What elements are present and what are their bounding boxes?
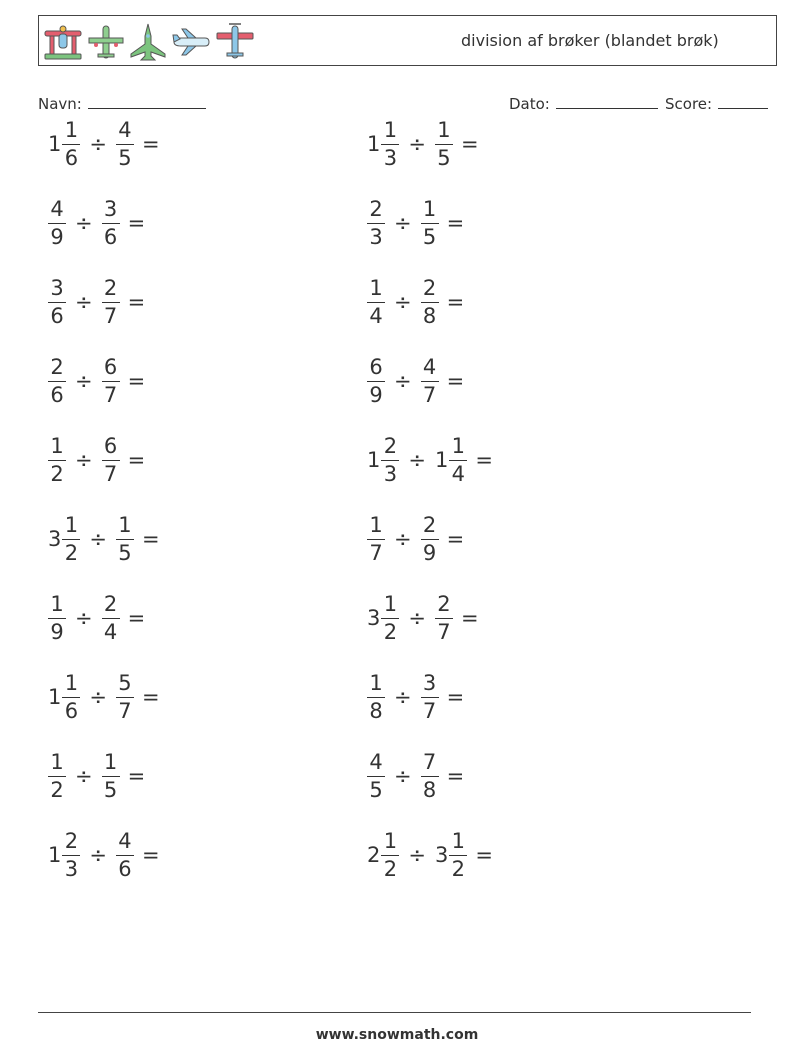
denominator: 5 bbox=[118, 145, 132, 170]
fraction bbox=[48, 196, 66, 249]
denominator: 5 bbox=[437, 145, 451, 170]
footer-url: www.snowmath.com bbox=[315, 1027, 479, 1043]
fraction bbox=[381, 828, 399, 881]
fraction bbox=[102, 275, 120, 328]
whole-number: 2 bbox=[367, 843, 381, 867]
equals-sign: = bbox=[446, 211, 465, 235]
problem bbox=[367, 114, 479, 174]
equals-sign: = bbox=[475, 448, 493, 472]
numerator: 3 bbox=[102, 199, 120, 224]
denominator: 5 bbox=[369, 777, 383, 802]
equals-sign: = bbox=[127, 606, 146, 630]
numerator: 3 bbox=[48, 278, 66, 303]
denominator: 6 bbox=[50, 382, 64, 407]
problem bbox=[48, 746, 145, 806]
fraction bbox=[116, 117, 134, 170]
fraction bbox=[449, 433, 467, 486]
numerator: 6 bbox=[367, 357, 385, 382]
fraction bbox=[102, 354, 120, 407]
numerator: 2 bbox=[381, 436, 399, 461]
fraction bbox=[367, 512, 385, 565]
numerator: 1 bbox=[62, 515, 80, 540]
denominator: 2 bbox=[50, 461, 64, 486]
airliner-icon bbox=[171, 22, 211, 62]
problem bbox=[48, 430, 145, 490]
numerator: 6 bbox=[102, 357, 120, 382]
denominator: 9 bbox=[50, 619, 64, 644]
footer-divider bbox=[38, 1012, 751, 1013]
problem bbox=[48, 509, 160, 569]
denominator: 7 bbox=[103, 461, 118, 486]
divide-sign: ÷ bbox=[89, 132, 107, 156]
whole-number: 1 bbox=[367, 448, 381, 472]
whole-number: 1 bbox=[48, 685, 62, 709]
equals-sign: = bbox=[127, 290, 146, 314]
divide-sign: ÷ bbox=[394, 527, 412, 551]
whole-number: 1 bbox=[367, 132, 381, 156]
numerator: 1 bbox=[421, 199, 439, 224]
numerator: 4 bbox=[367, 752, 385, 777]
denominator: 3 bbox=[383, 461, 398, 486]
equals-sign: = bbox=[127, 369, 146, 393]
fraction bbox=[421, 512, 439, 565]
numerator: 1 bbox=[367, 278, 385, 303]
divide-sign: ÷ bbox=[75, 290, 93, 314]
equals-sign: = bbox=[446, 764, 465, 788]
numerator: 1 bbox=[48, 752, 66, 777]
divide-sign: ÷ bbox=[394, 369, 412, 393]
numerator: 1 bbox=[381, 831, 399, 856]
fraction bbox=[48, 749, 66, 802]
divide-sign: ÷ bbox=[394, 764, 412, 788]
equals-sign: = bbox=[446, 369, 465, 393]
problem bbox=[48, 667, 160, 727]
numerator: 1 bbox=[62, 120, 80, 145]
score-field bbox=[665, 92, 768, 114]
problem bbox=[367, 509, 464, 569]
numerator: 1 bbox=[367, 515, 385, 540]
divide-sign: ÷ bbox=[394, 685, 412, 709]
fraction bbox=[367, 275, 385, 328]
name-field bbox=[38, 92, 206, 114]
denominator: 4 bbox=[369, 303, 383, 328]
numerator: 1 bbox=[62, 673, 80, 698]
denominator: 4 bbox=[103, 619, 118, 644]
divide-sign: ÷ bbox=[408, 606, 426, 630]
numerator: 3 bbox=[421, 673, 439, 698]
problem bbox=[367, 430, 493, 490]
divide-sign: ÷ bbox=[89, 843, 107, 867]
divide-sign: ÷ bbox=[408, 132, 426, 156]
equals-sign: = bbox=[127, 211, 146, 235]
numerator: 4 bbox=[116, 120, 134, 145]
numerator: 2 bbox=[435, 594, 453, 619]
biplane-icon bbox=[43, 22, 83, 62]
divide-sign: ÷ bbox=[394, 211, 412, 235]
numerator: 1 bbox=[449, 831, 467, 856]
equals-sign: = bbox=[127, 764, 146, 788]
divide-sign: ÷ bbox=[408, 448, 426, 472]
equals-sign: = bbox=[460, 132, 479, 156]
equals-sign: = bbox=[475, 843, 493, 867]
problem bbox=[48, 825, 160, 885]
numerator: 1 bbox=[381, 594, 399, 619]
date-blank[interactable] bbox=[556, 92, 658, 109]
divide-sign: ÷ bbox=[394, 290, 412, 314]
equals-sign: = bbox=[141, 132, 160, 156]
numerator: 4 bbox=[48, 199, 66, 224]
equals-sign: = bbox=[141, 843, 160, 867]
fraction bbox=[62, 670, 80, 723]
problem bbox=[367, 351, 464, 411]
fraction bbox=[48, 433, 66, 486]
fraction bbox=[381, 117, 399, 170]
fraction bbox=[421, 354, 439, 407]
numerator: 4 bbox=[116, 831, 134, 856]
denominator: 9 bbox=[422, 540, 437, 565]
divide-sign: ÷ bbox=[75, 369, 93, 393]
fraction bbox=[449, 828, 467, 881]
fraction bbox=[435, 117, 453, 170]
numerator: 1 bbox=[48, 594, 66, 619]
fraction bbox=[116, 828, 134, 881]
fraction bbox=[62, 117, 80, 170]
denominator: 2 bbox=[50, 777, 64, 802]
denominator: 6 bbox=[64, 698, 79, 723]
fraction bbox=[421, 275, 439, 328]
name-label: Navn: bbox=[38, 95, 82, 113]
denominator: 7 bbox=[437, 619, 451, 644]
fraction bbox=[102, 591, 120, 644]
numerator: 4 bbox=[421, 357, 439, 382]
fraction bbox=[421, 196, 439, 249]
denominator: 6 bbox=[118, 856, 132, 881]
denominator: 2 bbox=[64, 540, 79, 565]
denominator: 7 bbox=[422, 382, 437, 407]
worksheet-title: division af brøker (blandet brøk) bbox=[461, 31, 719, 50]
worksheet-header bbox=[38, 15, 777, 66]
fraction bbox=[102, 433, 120, 486]
problem bbox=[367, 825, 493, 885]
denominator: 7 bbox=[422, 698, 437, 723]
problem bbox=[367, 588, 479, 648]
denominator: 3 bbox=[383, 145, 398, 170]
whole-number: 3 bbox=[48, 527, 62, 551]
numerator: 2 bbox=[62, 831, 80, 856]
name-blank[interactable] bbox=[88, 92, 206, 109]
fraction bbox=[48, 354, 66, 407]
numerator: 6 bbox=[102, 436, 120, 461]
denominator: 3 bbox=[64, 856, 79, 881]
fraction bbox=[381, 433, 399, 486]
denominator: 2 bbox=[451, 856, 466, 881]
problem bbox=[48, 272, 145, 332]
equals-sign: = bbox=[460, 606, 479, 630]
equals-sign: = bbox=[446, 290, 465, 314]
denominator: 2 bbox=[383, 856, 398, 881]
problem bbox=[48, 193, 145, 253]
equals-sign: = bbox=[141, 527, 160, 551]
divide-sign: ÷ bbox=[75, 764, 93, 788]
numerator: 2 bbox=[48, 357, 66, 382]
fraction bbox=[367, 749, 385, 802]
fraction bbox=[116, 670, 134, 723]
denominator: 9 bbox=[369, 382, 383, 407]
divide-sign: ÷ bbox=[89, 685, 107, 709]
fraction bbox=[435, 591, 453, 644]
date-field bbox=[509, 92, 658, 114]
numerator: 7 bbox=[421, 752, 439, 777]
problem bbox=[48, 114, 160, 174]
score-label: Score: bbox=[665, 95, 713, 113]
problem bbox=[367, 193, 464, 253]
denominator: 6 bbox=[103, 224, 118, 249]
denominator: 2 bbox=[383, 619, 398, 644]
whole-number: 3 bbox=[434, 843, 449, 867]
divide-sign: ÷ bbox=[408, 843, 426, 867]
fraction bbox=[421, 749, 439, 802]
fraction bbox=[421, 670, 439, 723]
numerator: 2 bbox=[367, 199, 385, 224]
numerator: 2 bbox=[421, 515, 439, 540]
fighter-jet-icon bbox=[129, 22, 167, 62]
monoplane-icon bbox=[215, 22, 255, 62]
numerator: 1 bbox=[435, 120, 453, 145]
fraction bbox=[381, 591, 399, 644]
equals-sign: = bbox=[446, 685, 465, 709]
denominator: 6 bbox=[50, 303, 64, 328]
fraction bbox=[48, 591, 66, 644]
divide-sign: ÷ bbox=[75, 448, 93, 472]
divide-sign: ÷ bbox=[75, 211, 93, 235]
fraction bbox=[48, 275, 66, 328]
problem bbox=[48, 351, 145, 411]
fraction bbox=[367, 670, 385, 723]
numerator: 1 bbox=[48, 436, 66, 461]
numerator: 5 bbox=[116, 673, 134, 698]
propeller-plane-icon bbox=[87, 22, 125, 62]
fraction bbox=[102, 749, 120, 802]
numerator: 1 bbox=[116, 515, 134, 540]
whole-number: 1 bbox=[48, 843, 62, 867]
denominator: 4 bbox=[451, 461, 466, 486]
divide-sign: ÷ bbox=[89, 527, 107, 551]
fraction bbox=[367, 196, 385, 249]
equals-sign: = bbox=[127, 448, 146, 472]
numerator: 1 bbox=[367, 673, 385, 698]
denominator: 8 bbox=[422, 777, 437, 802]
score-blank[interactable] bbox=[718, 92, 768, 109]
numerator: 2 bbox=[421, 278, 439, 303]
problem bbox=[367, 746, 464, 806]
denominator: 5 bbox=[422, 224, 437, 249]
denominator: 7 bbox=[103, 382, 118, 407]
numerator: 1 bbox=[102, 752, 120, 777]
problem bbox=[367, 667, 464, 727]
divide-sign: ÷ bbox=[75, 606, 93, 630]
denominator: 5 bbox=[118, 540, 132, 565]
date-label: Dato: bbox=[509, 95, 550, 113]
whole-number: 3 bbox=[367, 606, 381, 630]
equals-sign: = bbox=[141, 685, 160, 709]
denominator: 3 bbox=[369, 224, 383, 249]
denominator: 7 bbox=[369, 540, 383, 565]
airplane-icons bbox=[43, 20, 259, 64]
fraction bbox=[62, 828, 80, 881]
numerator: 2 bbox=[102, 278, 120, 303]
denominator: 9 bbox=[50, 224, 64, 249]
fraction bbox=[116, 512, 134, 565]
equals-sign: = bbox=[446, 527, 465, 551]
problem bbox=[367, 272, 464, 332]
denominator: 8 bbox=[422, 303, 437, 328]
denominator: 8 bbox=[369, 698, 383, 723]
fraction bbox=[62, 512, 80, 565]
fraction bbox=[102, 196, 120, 249]
numerator: 2 bbox=[102, 594, 120, 619]
numerator: 1 bbox=[381, 120, 399, 145]
problem bbox=[48, 588, 145, 648]
numerator: 1 bbox=[449, 436, 467, 461]
fraction bbox=[367, 354, 385, 407]
whole-number: 1 bbox=[434, 448, 449, 472]
denominator: 6 bbox=[64, 145, 79, 170]
whole-number: 1 bbox=[48, 132, 62, 156]
denominator: 7 bbox=[118, 698, 132, 723]
denominator: 7 bbox=[103, 303, 118, 328]
denominator: 5 bbox=[103, 777, 118, 802]
